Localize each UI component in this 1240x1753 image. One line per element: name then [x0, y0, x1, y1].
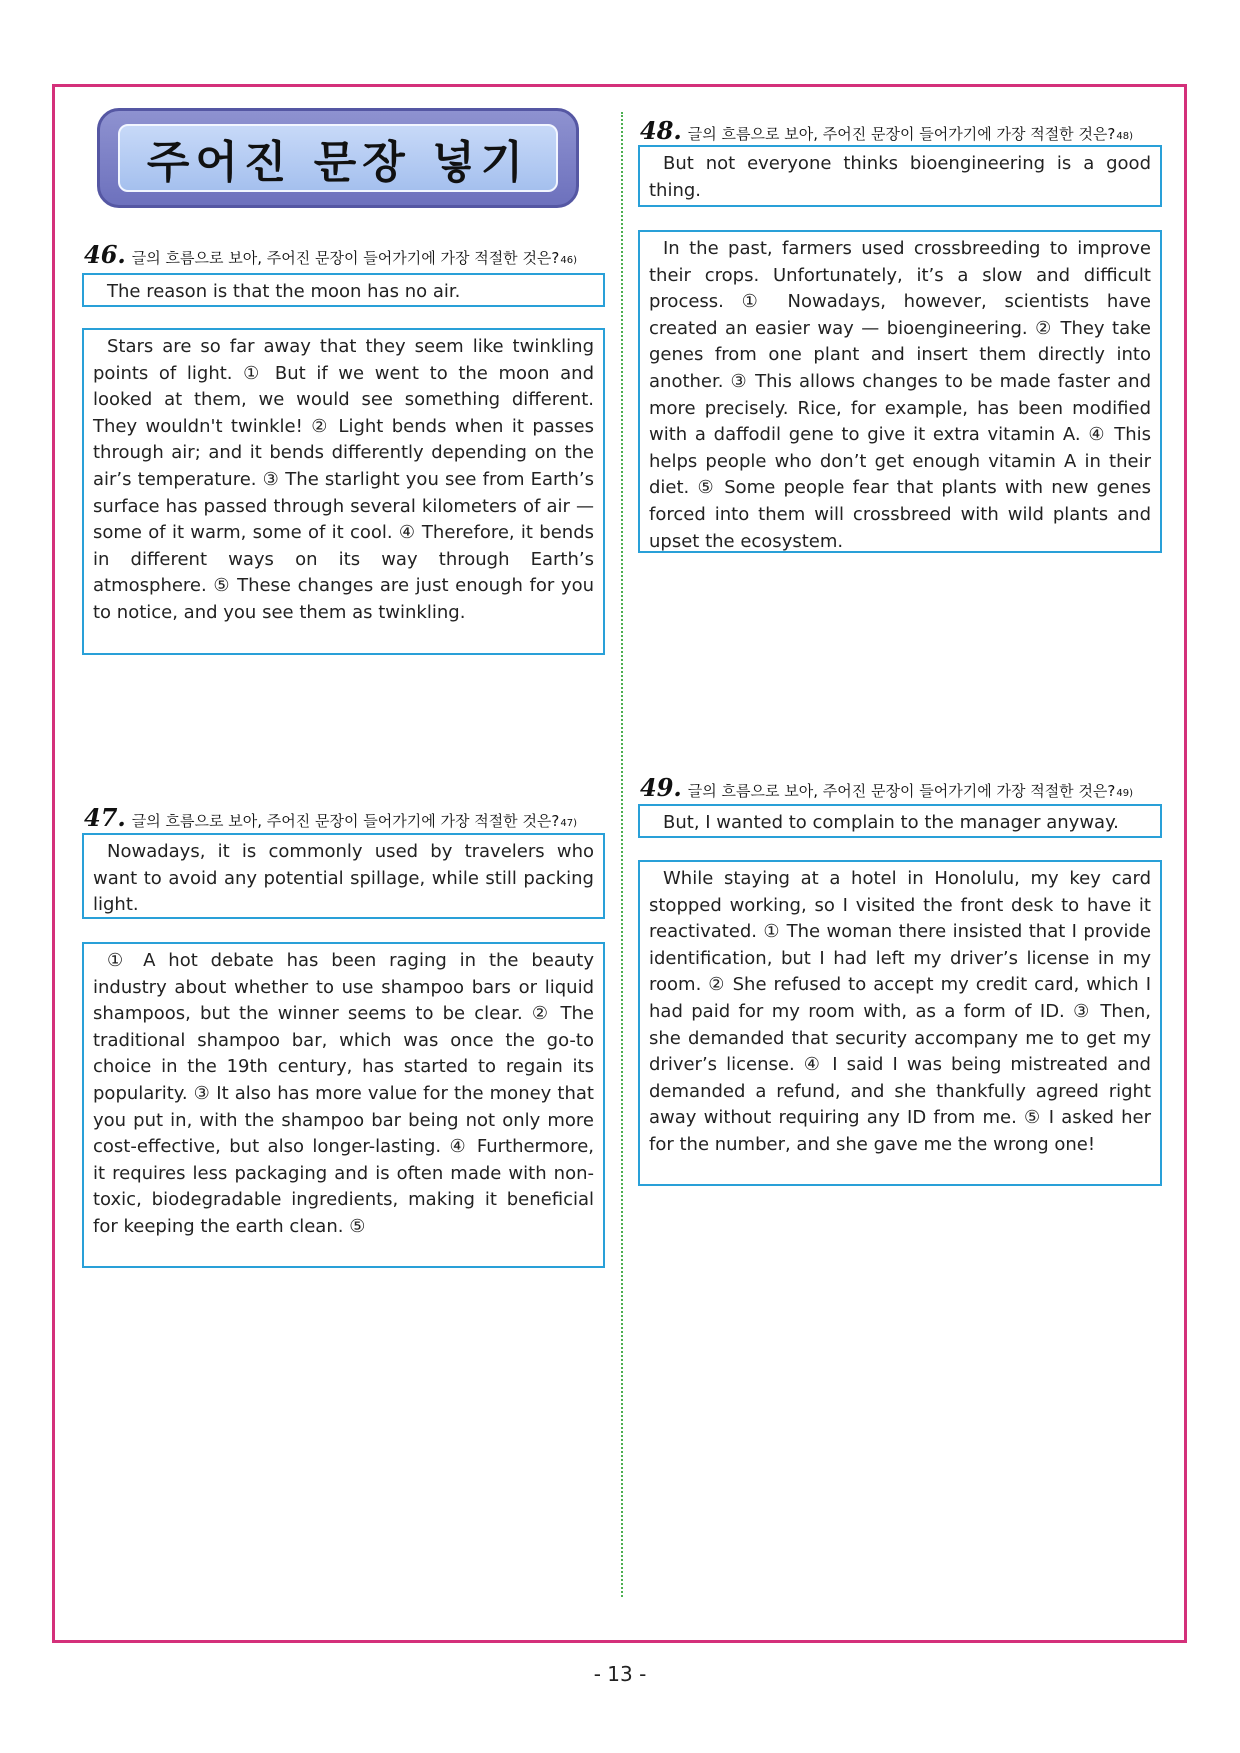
passage-text: Stars are so far away that they seem like twinkling points of light. ① But if we went to the moon and looked at them, we would see something different. They wouldn't twinkle! ② Light bends when it passes through air; and it bends differently depending on the air’s temperature. ③ The starlight you see from Earth’s surface has passed through several kilometers of air — some of it warm, some of it cool. ④ Therefore, it bends in different ways on its way through Earth’s atmosphere. ⑤ These changes are just enough for you to notice, and you see them as twinkling. [93, 336, 594, 623]
question-number: 46. [84, 240, 126, 269]
passage-49 [638, 860, 1162, 1186]
section-title: 주어진 문장 넣기 [146, 137, 530, 188]
given-sentence-47 [82, 833, 605, 919]
footnote-marker: 46) [560, 255, 578, 266]
question-instruction: 글의 흐름으로 보아, 주어진 문장이 들어가기에 가장 적절한 것은? [131, 249, 560, 267]
footnote-marker: 48) [1116, 131, 1134, 142]
question-47-header [84, 803, 577, 832]
given-sentence-48 [638, 145, 1162, 207]
question-instruction: 글의 흐름으로 보아, 주어진 문장이 들어가기에 가장 적절한 것은? [687, 782, 1116, 800]
footnote-marker: 47) [560, 818, 578, 829]
given-sentence-46 [82, 273, 605, 307]
section-banner-inner [118, 124, 558, 192]
question-number: 49. [640, 773, 682, 802]
question-instruction: 글의 흐름으로 보아, 주어진 문장이 들어가기에 가장 적절한 것은? [687, 125, 1116, 143]
page-number: - 13 - [593, 1662, 647, 1686]
question-46-header [84, 240, 577, 269]
footnote-marker: 49) [1116, 788, 1134, 799]
given-sentence-text: Nowadays, it is commonly used by travelers who want to avoid any potential spillage, while still packing light. [93, 841, 594, 916]
passage-text: While staying at a hotel in Honolulu, my key card stopped working, so I visited the front desk to have it reactivated. ① The woman there insisted that I provide identification, but I had left my driver’s license in my room. ② She refused to accept my credit card, which I had paid for my room with, as a form of ID. ③ Then, she demanded that security accompany me to get my driver’s license. ④ I said I was being mistreated and demanded a refund, and she thankfully agreed right away without requiring any ID from me. ⑤ I asked her for the number, and she gave me the wrong one! [649, 868, 1151, 1155]
question-instruction: 글의 흐름으로 보아, 주어진 문장이 들어가기에 가장 적절한 것은? [131, 812, 560, 830]
given-sentence-text: The reason is that the moon has no air. [107, 281, 461, 302]
question-number: 48. [640, 116, 682, 145]
column-divider [621, 112, 623, 1597]
passage-text: ① A hot debate has been raging in the beauty industry about whether to use shampoo bars or liquid shampoos, but the winner seems to be clear. ② The traditional shampoo bar, which was once the go-to choice in the 19th century, has started to regain its popularity. ③ It also has more value for the money that you put in, with the shampoo bar being not only more cost-effective, but also longer-lasting. ④ Furthermore, it requires less packaging and is often made with non-toxic, biodegradable ingredients, making it beneficial for keeping the earth clean. ⑤ [93, 950, 594, 1237]
given-sentence-49 [638, 804, 1162, 838]
passage-47 [82, 942, 605, 1268]
question-48-header [640, 116, 1133, 145]
passage-46 [82, 328, 605, 655]
passage-48 [638, 230, 1162, 553]
section-banner [97, 108, 579, 208]
question-number: 47. [84, 803, 126, 832]
passage-text: In the past, farmers used crossbreeding to improve their crops. Unfortunately, it’s a slow and difficult process. ① Nowadays, however, scientists have created an easier way — bioengineering. ② They take genes from one plant and insert them directly into another. ③ This allows changes to be made faster and more precisely. Rice, for example, has been modified with a daffodil gene to give it extra vitamin A. ④ This helps people who don’t get enough vitamin A in their diet. ⑤ Some people fear that plants with new genes forced into them will crossbreed with wild plants and upset the ecosystem. [649, 238, 1151, 552]
question-49-header [640, 773, 1133, 802]
given-sentence-text: But, I wanted to complain to the manager anyway. [663, 812, 1119, 833]
given-sentence-text: But not everyone thinks bioengineering is a good thing. [649, 153, 1151, 201]
